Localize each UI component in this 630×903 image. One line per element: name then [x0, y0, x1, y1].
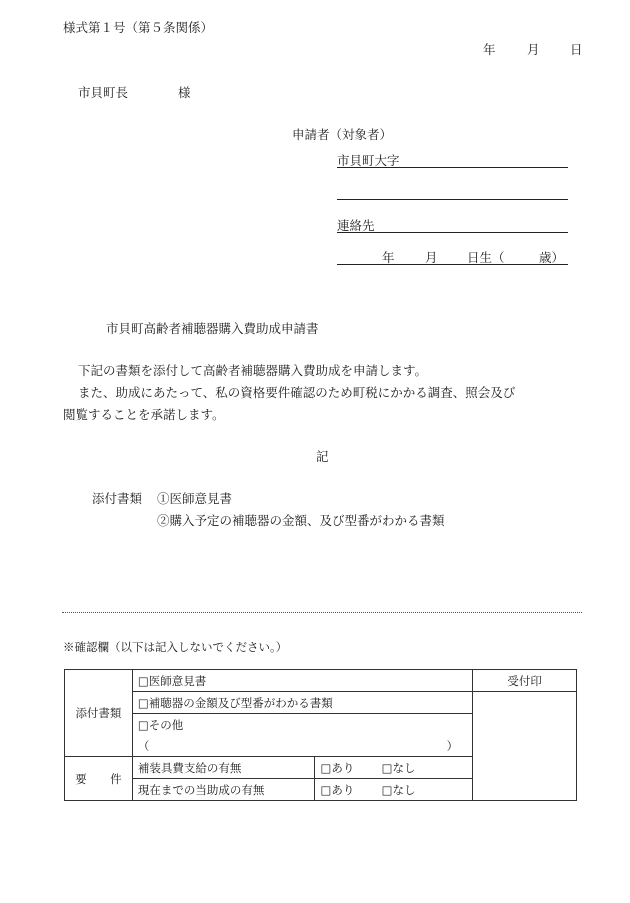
confirm-note: ※確認欄（以下は記入しないでください。） — [63, 640, 288, 654]
contact-field[interactable] — [337, 216, 568, 233]
date-month: 月 — [527, 42, 540, 57]
other-field[interactable] — [132, 735, 472, 757]
birth-day: 日生（ — [467, 250, 505, 265]
check-doc-2[interactable]: □補聴器の金額及び型番がわかる書類 — [132, 692, 472, 714]
birth-age: 歳） — [539, 250, 565, 265]
date-day: 日 — [570, 42, 583, 57]
check-doc-1[interactable]: □医師意見書 — [132, 670, 472, 692]
attachment-item-2: ②購入予定の補聴器の金額、及び型番がわかる書類 — [157, 513, 445, 528]
paren-open: （ — [137, 738, 150, 753]
body-line-1: 下記の書類を添付して高齢者補聴器購入費助成を申請します。 — [78, 363, 428, 378]
body-line-3: 閲覧することを承諾します。 — [63, 407, 225, 422]
req-1-label: 補装具費支給の有無 — [132, 757, 315, 779]
birth-month: 月 — [425, 250, 438, 265]
requirements-label — [65, 757, 133, 801]
req-1-ari[interactable]: □あり — [320, 760, 355, 775]
req-1-options — [315, 757, 473, 779]
address-field[interactable] — [337, 151, 568, 168]
attach-docs-label: 添付書類 — [65, 670, 133, 757]
confirm-table — [64, 669, 577, 801]
birthdate-field[interactable] — [337, 248, 568, 265]
addressee-honorific: 様 — [178, 85, 191, 100]
req-2-ari[interactable]: □あり — [320, 782, 355, 797]
req-2-options — [315, 779, 473, 801]
applicant-title: 申請者（対象者） — [292, 127, 393, 142]
contact-label: 連絡先 — [337, 218, 375, 233]
addressee-name: 市貝町長 — [78, 85, 129, 100]
birth-year: 年 — [382, 250, 395, 265]
req-label-2: 件 — [110, 771, 122, 786]
document-title: 市貝町高齢者補聴器購入費助成申請書 — [106, 321, 319, 336]
check-doc-3[interactable]: □その他 — [132, 714, 472, 736]
address-prefix: 市貝町大字 — [337, 153, 400, 168]
cut-line — [62, 612, 582, 613]
req-2-label: 現在までの当助成の有無 — [132, 779, 315, 801]
stamp-area — [473, 692, 577, 801]
req-2-nashi[interactable]: □なし — [381, 782, 416, 797]
body-line-2: また、助成にあたって、私の資格要件確認のため町税にかかる調査、照会及び — [78, 385, 516, 400]
attachment-item-1: ①医師意見書 — [157, 491, 233, 506]
form-number: 様式第１号（第５条関係） — [63, 20, 214, 35]
attachments-label: 添付書類 — [92, 491, 143, 506]
stamp-label: 受付印 — [473, 670, 577, 692]
date-year: 年 — [483, 42, 496, 57]
ki-heading: 記 — [316, 449, 329, 464]
paren-close: ） — [446, 738, 459, 753]
req-label-1: 要 — [75, 771, 87, 786]
req-1-nashi[interactable]: □なし — [381, 760, 416, 775]
address-field-line2[interactable] — [337, 183, 568, 200]
